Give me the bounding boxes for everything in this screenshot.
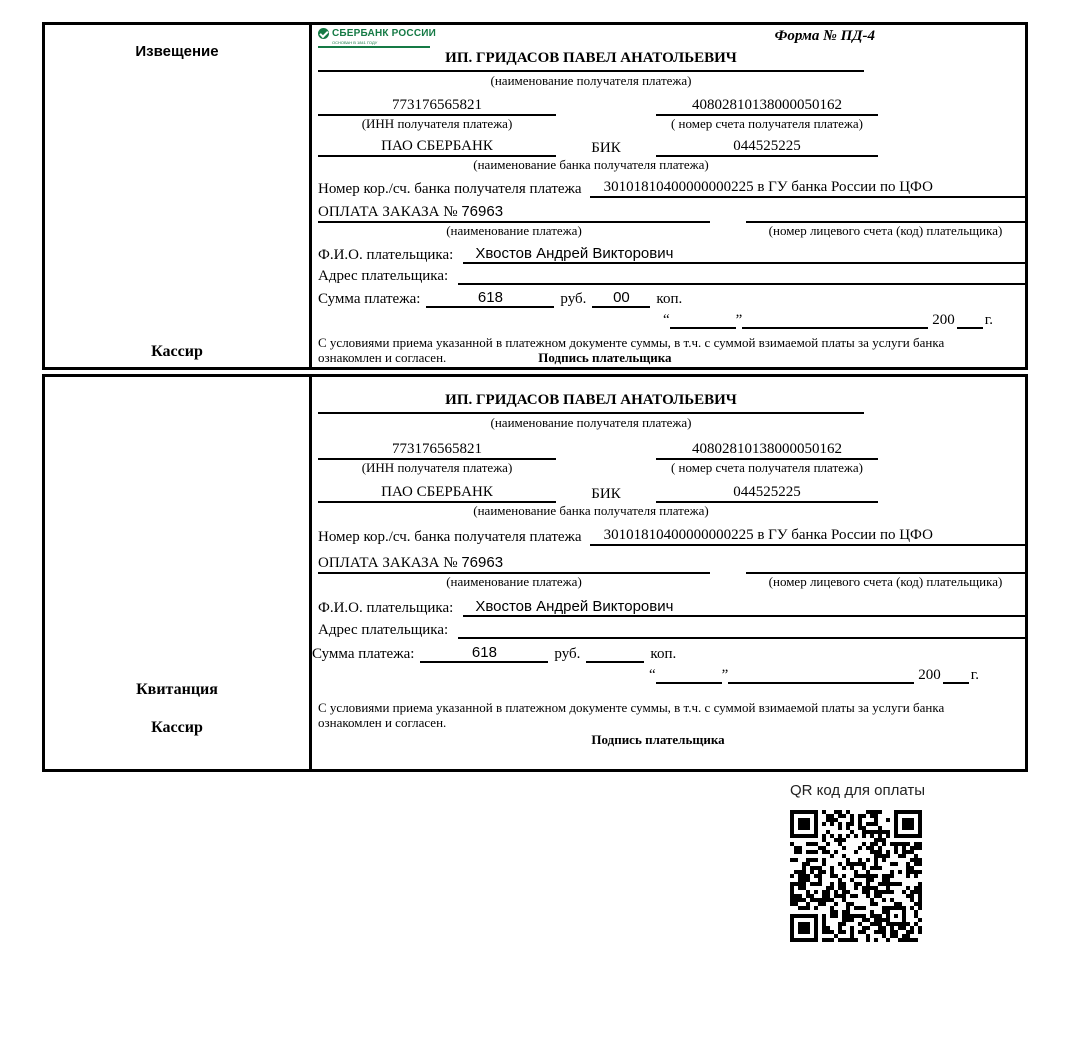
payer-address-label: Адрес плательщика: [318,622,449,638]
date-year-suffix: г. [984,312,993,328]
agreement-line2: ознакомлен и согласен. [318,350,447,365]
qr-label: QR код для оплаты [790,782,926,799]
corr-account-label: Номер кор./сч. банка получателя платежа [318,529,582,545]
amount-kop-value [586,661,644,663]
payer-signature-label: Подпись плательщика [538,350,672,365]
agreement-line1: С условиями приема указанной в платежном документе суммы, в т.ч. с суммой взимаемой платы за услуги банка [318,335,945,350]
amount-label: Сумма платежа: [318,291,421,307]
date-quote-open: “ [662,312,670,328]
account-caption: ( номер счета получателя платежа) [670,116,864,131]
corr-account-value: 30101810400000000225 в ГУ банка России по ЦФО [590,179,1025,198]
sberbank-logo-rule [318,46,430,48]
bank-caption: (наименование банка получателя платежа) [473,157,709,172]
date-year-blank [957,327,983,329]
qr-code [788,808,924,944]
notice-content [312,25,1025,367]
bik-label: БИК [591,140,621,156]
purpose-caption: (наименование платежа) [446,223,582,238]
payer-name-value: Хвостов Андрей Викторович [463,245,1025,264]
payer-signature-label: Подпись плательщика [591,732,725,747]
form-number-label: Форма № ПД-4 [774,28,875,44]
date-month-blank [728,682,914,684]
notice-side-panel [45,25,312,367]
account-caption: ( номер счета получателя платежа) [670,460,864,475]
date-year-suffix: г. [970,667,979,683]
account-value: 40802810138000050162 [656,441,878,460]
receipt-cashier-label: Кассир [151,719,203,736]
corr-account-value: 30101810400000000225 в ГУ банка России по ЦФО [590,527,1025,546]
date-year-prefix: 200 [918,667,941,683]
payment-purpose [318,554,710,574]
date-year-prefix: 200 [932,312,955,328]
amount-kop-value: 00 [592,289,650,308]
agreement-line2: ознакомлен и согласен. [318,715,447,730]
date-day-blank [670,327,736,329]
kop-label: коп. [650,646,677,662]
inn-caption: (ИНН получателя платежа) [361,116,513,131]
order-number: 76963 [461,554,504,571]
purpose-caption: (наименование платежа) [446,574,582,589]
date-day-blank [656,682,722,684]
inn-value: 773176565821 [318,441,556,460]
account-value: 40802810138000050162 [656,97,878,116]
agreement-line1: С условиями приема указанной в платежном документе суммы, в т.ч. с суммой взимаемой платы за услуги банка [318,700,945,715]
date-quote-close: ” [735,312,743,328]
amount-rub-value: 618 [426,289,554,308]
sberbank-logo-icon [318,28,329,39]
payer-address-value [458,283,1025,285]
notice-side-label: Извещение [135,43,219,60]
bik-value: 044525225 [656,138,878,157]
bank-caption: (наименование банка получателя платежа) [473,503,709,518]
order-number: 76963 [461,203,504,220]
date-month-blank [742,327,928,329]
bank-name: ПАО СБЕРБАНК [318,138,556,157]
date-year-blank [943,682,969,684]
qr-payment-block [788,782,925,944]
payment-purpose [318,203,710,223]
date-quote-close: ” [721,667,729,683]
bik-value: 044525225 [656,484,878,503]
inn-caption: (ИНН получателя платежа) [361,460,513,475]
receipt-content [312,377,1025,769]
notice-cashier-label: Кассир [151,343,203,360]
receipt-side-label: Квитанция [136,681,218,698]
recipient-caption: (наименование получателя платежа) [490,73,692,88]
kop-label: коп. [656,291,683,307]
receipt-side-panel [45,377,312,769]
payer-name-value: Хвостов Андрей Викторович [463,598,1025,617]
notice-section [42,22,1028,370]
payer-address-value [458,637,1025,639]
amount-label: Сумма платежа: [312,646,415,662]
bank-name: ПАО СБЕРБАНК [318,484,556,503]
personal-account-caption: (номер лицевого счета (код) плательщика) [768,223,1003,238]
purpose-label: ОПЛАТА ЗАКАЗА № [318,204,458,220]
purpose-label: ОПЛАТА ЗАКАЗА № [318,555,458,571]
bik-label: БИК [591,486,621,502]
rub-label: руб. [560,291,587,307]
date-quote-open: “ [648,667,656,683]
inn-value: 773176565821 [318,97,556,116]
sberbank-logo [318,28,436,48]
payer-name-label: Ф.И.О. плательщика: [318,600,454,616]
recipient-name: ИП. ГРИДАСОВ ПАВЕЛ АНАТОЛЬЕВИЧ [318,50,864,72]
recipient-name: ИП. ГРИДАСОВ ПАВЕЛ АНАТОЛЬЕВИЧ [318,392,864,414]
payer-name-label: Ф.И.О. плательщика: [318,247,454,263]
sberbank-logo-text: СБЕРБАНК РОССИИ [332,28,437,39]
payer-address-label: Адрес плательщика: [318,268,449,284]
amount-rub-value: 618 [420,644,548,663]
corr-account-label: Номер кор./сч. банка получателя платежа [318,181,582,197]
sberbank-logo-tagline: ОСНОВАН В 1841 ГОДУ [332,40,378,45]
recipient-caption: (наименование получателя платежа) [490,415,692,430]
rub-label: руб. [554,646,581,662]
receipt-section [42,374,1028,772]
personal-account-caption: (номер лицевого счета (код) плательщика) [768,574,1003,589]
